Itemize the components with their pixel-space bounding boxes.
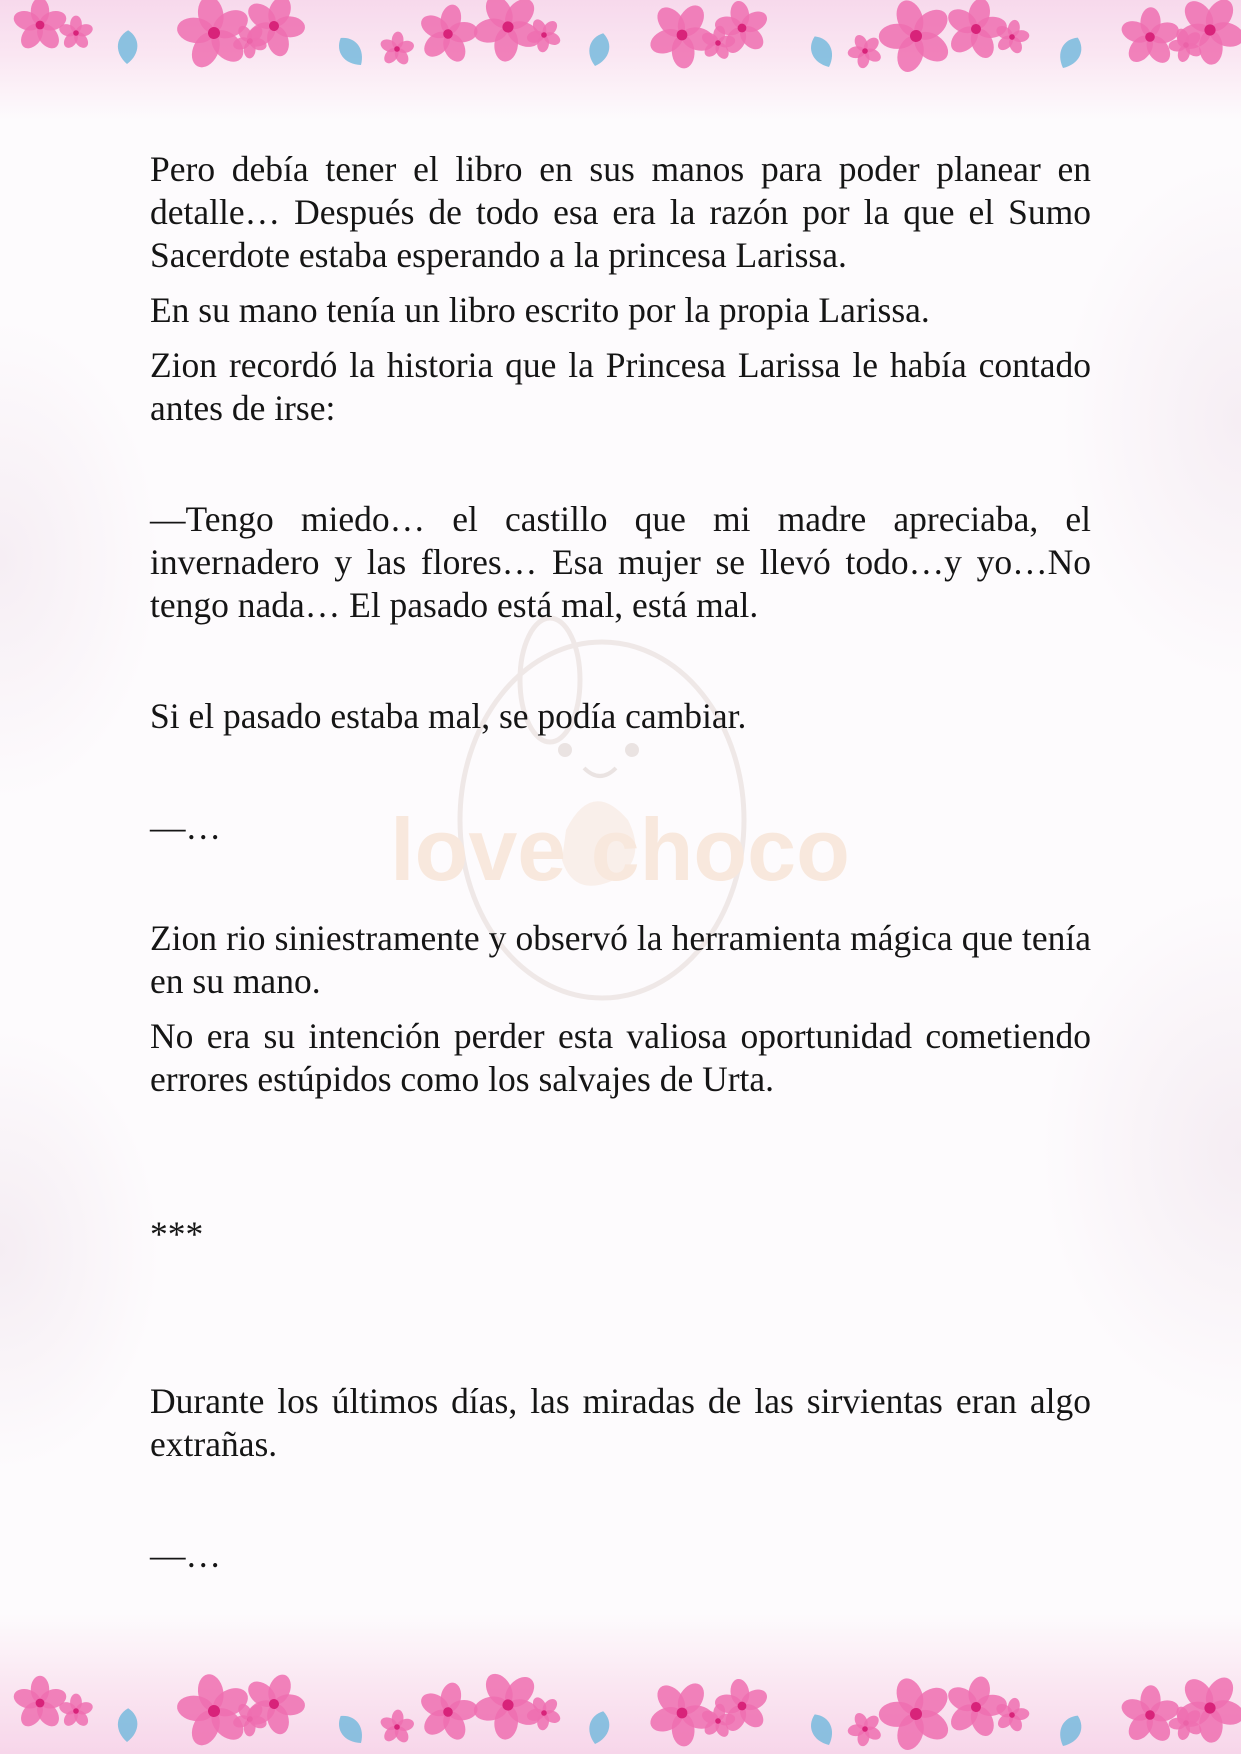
paragraph: Zion rio siniestramente y observó la herramienta mágica que tenía en su mano. [150,918,1091,1001]
pink-flower-icon [377,30,416,67]
blue-leaf-icon [117,30,138,64]
paragraph: No era su intención perder esta valiosa oportunidad cometiendo errores estúpidos como los salvajes de Urta. [150,1016,1091,1099]
dialogue-ellipsis: —… [150,1535,221,1575]
blue-leaf-icon [1054,1711,1086,1750]
paragraph: En su mano tenía un libro escrito por la propia Larissa. [150,290,930,330]
blue-leaf-icon [117,1708,138,1742]
dialogue-ellipsis: —… [150,807,221,847]
pink-flower-icon [11,0,69,53]
scene-break: *** [150,1214,204,1254]
blue-leaf-icon [806,1710,838,1749]
pink-flower-icon [1118,1684,1183,1746]
flower-border-icon [0,1614,1241,1754]
blue-leaf-icon [333,1710,369,1749]
document-body [150,148,1091,1577]
pink-flower-icon [411,0,484,69]
pink-flower-icon [162,1659,265,1754]
blue-leaf-icon [586,1709,613,1747]
blue-leaf-icon [806,32,838,71]
pink-flower-icon [704,1668,779,1744]
top-flower-border [0,0,1241,120]
flower-border-icon [0,0,1241,120]
paragraph: Zion recordó la historia que la Princesa Larissa le había contado antes de irse: [150,345,1091,428]
pink-flower-icon [862,1660,969,1754]
bottom-flower-border [0,1614,1241,1754]
blue-leaf-icon [333,32,369,71]
paragraph: Pero debía tener el libro en sus manos para poder planear en detalle… Después de todo esa era la razón por la que el Sumo Sacerdote estaba esperando a la princesa Larissa. [150,149,1091,275]
watermark-text: love choco [390,800,850,899]
blue-leaf-icon [1054,33,1086,72]
pink-flower-icon [411,1677,484,1748]
blue-leaf-icon [586,31,613,69]
dialogue-paragraph: —Tengo miedo… el castillo que mi madre apreciaba, el invernadero y las flores… Esa mujer se llevó todo…y yo…No tengo nada… El pasado está mal, está mal. [150,499,1091,625]
paragraph: Si el pasado estaba mal, se podía cambiar. [150,696,747,736]
pink-flower-icon [377,1708,416,1745]
paragraph: Durante los últimos días, las miradas de las sirvientas eran algo extrañas. [150,1381,1091,1464]
pink-flower-icon [11,1676,69,1731]
pink-flower-icon [1118,6,1183,68]
